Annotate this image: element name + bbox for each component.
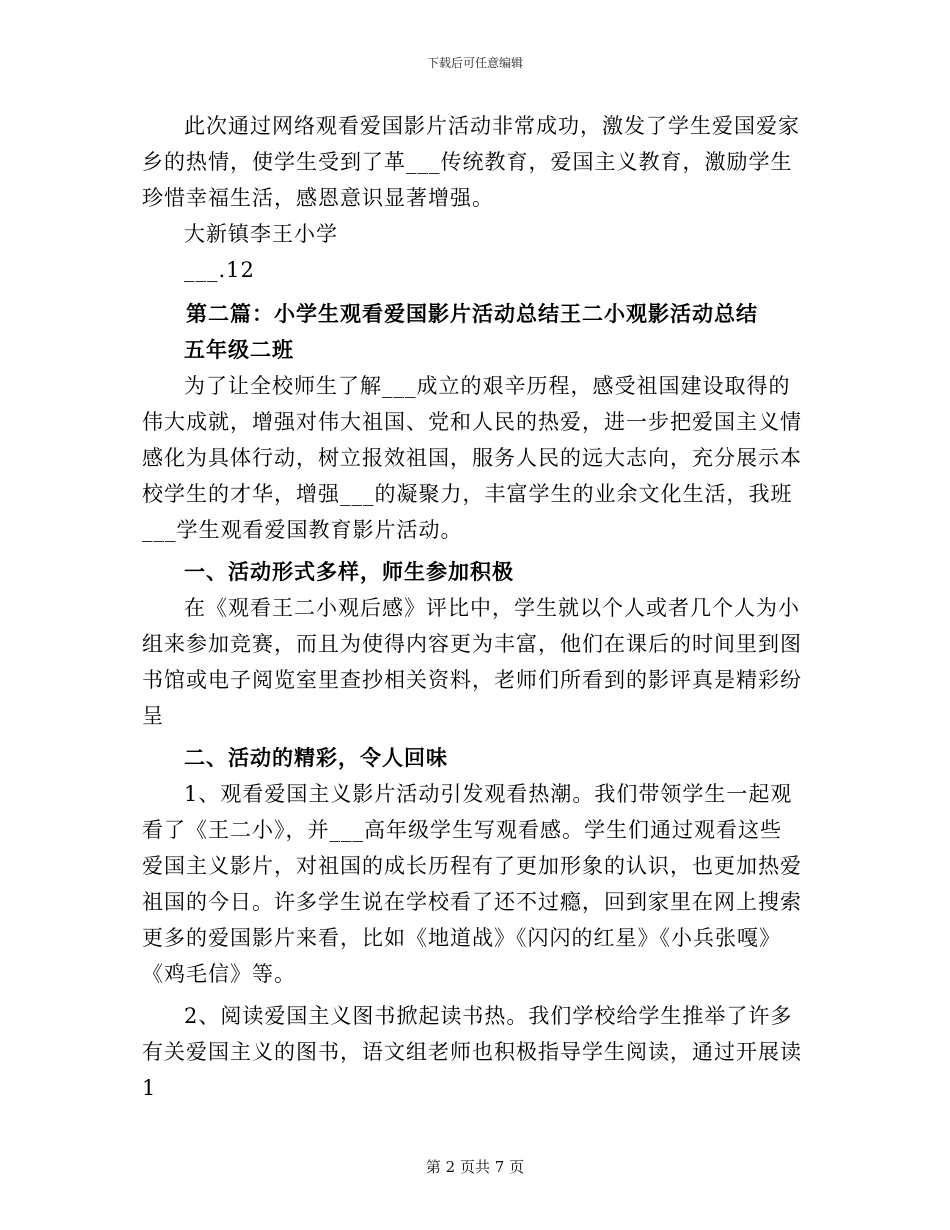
paragraph-movies: 1、观看爱国主义影片活动引发观看热潮。我们带领学生一起观看了《王二小》，并___高年级学生写观看感。学生们通过观看这些爱国主义影片，对祖国的成长历程有了更加形象的认识，也更加热爱祖国的今日。许多学生说在学校看了还不过瘾，回到家里在网上搜索更多的爱国影片来看，比如《地道战》《闪闪的红星》《小兵张嘎》《鸡毛信》等。 <box>142 782 802 986</box>
paragraph-reading: 2、阅读爱国主义图书掀起读书热。我们学校给学生推举了许多有关爱国主义的图书，语文组老师也积极指导学生阅读，通过开展读1 <box>142 1004 802 1100</box>
paragraph-conclusion: 此次通过网络观看爱国影片活动非常成功，激发了学生爱国爱家乡的热情，使学生受到了革___传统教育，爱国主义教育，激励学生珍惜幸福生活，感恩意识显著增强。 <box>142 114 800 210</box>
heading-two: 二、活动的精彩，令人回味 <box>184 745 448 770</box>
paragraph-competition: 在《观看王二小观后感》评比中，学生就以个人或者几个人为小组来参加竞赛，而且为使得内容更为丰富，他们在课后的时间里到图书馆或电子阅览室里查抄相关资料，老师们所看到的影评真是精彩纷呈 <box>142 596 802 728</box>
date-line: ___.12 <box>184 258 255 282</box>
page-footer: 第 2 页共 7 页 <box>425 1158 525 1176</box>
school-name: 大新镇李王小学 <box>184 222 338 246</box>
page-header: 下载后可任意编辑 <box>426 56 523 70</box>
class-name: 五年级二班 <box>184 337 294 362</box>
heading-one: 一、活动形式多样，师生参加积极 <box>184 559 514 584</box>
section-title: 第二篇：小学生观看爱国影片活动总结王二小观影活动总结 <box>186 301 758 326</box>
paragraph-intro: 为了让全校师生了解___成立的艰辛历程，感受祖国建设取得的伟大成就，增强对伟大祖国、党和人民的热爱，进一步把爱国主义情感化为具体行动，树立报效祖国，服务人民的远大志向，充分展示本校学生的才华，增强___的凝聚力，丰富学生的业余文化生活，我班___学生观看爱国教育影片活动。 <box>142 374 802 542</box>
document-body <box>142 108 802 1106</box>
